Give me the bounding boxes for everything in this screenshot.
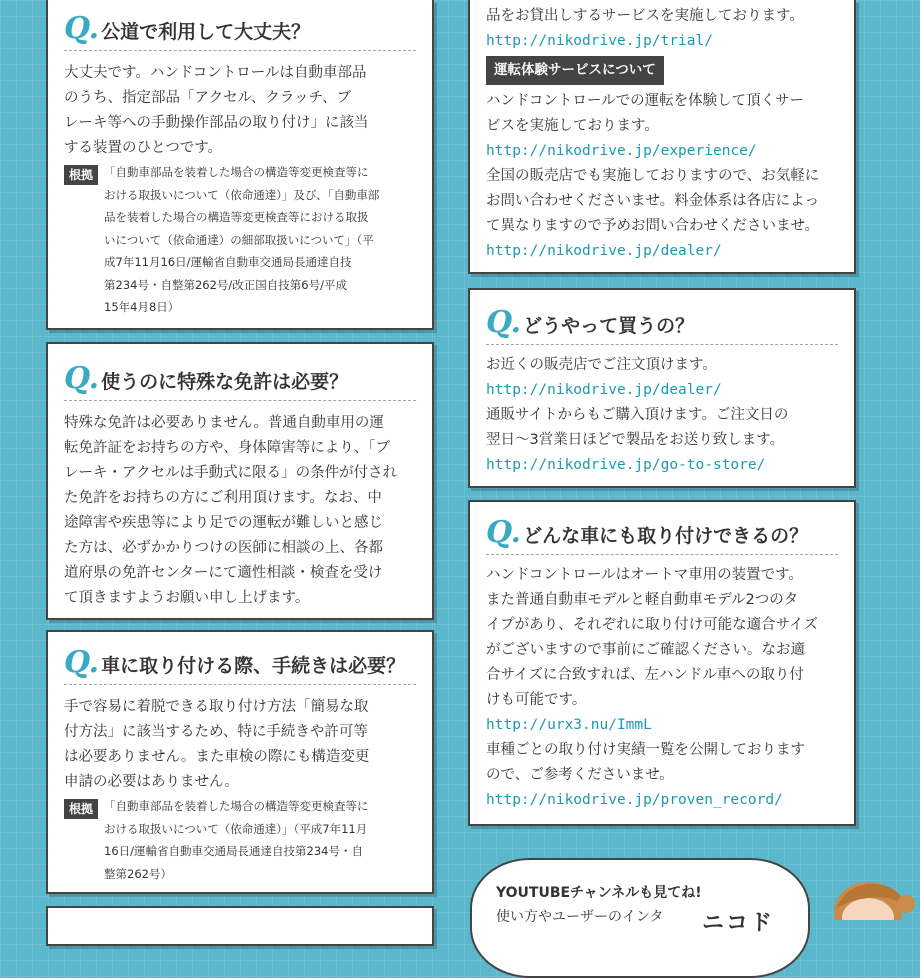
answer-line: ので、ご参考くださいませ。: [486, 767, 674, 783]
faq-title: どうやって買うの？: [523, 315, 695, 338]
basis-line: 品を装着した場合の構造等変更検査等における取扱: [104, 210, 369, 224]
answer-line: 合サイズに合致すれば、左ハンドル車への取り付: [486, 667, 804, 683]
youtube-subtitle: 使い方やユーザーのインタ: [496, 909, 664, 925]
channel-logo-text: ニコド: [702, 911, 775, 936]
answer-line: ビスを実施しております。: [486, 118, 659, 134]
q-mark: Q.: [486, 305, 522, 340]
basis-block: [64, 165, 416, 319]
basis-line: 16日/運輸省自動車交通局長通達自技第234号・自: [104, 844, 363, 858]
faq-title: 使うのに特殊な免許は必要？: [101, 371, 349, 394]
dealer-link[interactable]: http://nikodrive.jp/dealer/: [486, 382, 722, 398]
answer-line: ハンドコントロールはオートマ車用の装置です。: [486, 567, 803, 583]
answer-line: けも可能です。: [486, 692, 587, 708]
faq-card-buy: [468, 288, 856, 488]
basis-line: 「自動車部品を装着した場合の構造等変更検査等に: [104, 165, 369, 179]
faq-header: [486, 305, 838, 345]
basis-line: 整第262号）: [104, 866, 172, 881]
q-mark: Q.: [486, 515, 522, 550]
answer-line: ハンドコントロールでの運転を体験して頂くサー: [486, 93, 805, 109]
answer-line: て頂きますようお願い申し上げます。: [64, 590, 310, 606]
experience-link[interactable]: http://nikodrive.jp/experience/: [486, 143, 757, 159]
answer-line: 申請の必要はありません。: [64, 774, 239, 790]
faq-answer: [64, 411, 416, 611]
answer-line: て異なりますので予めお問い合わせくださいませ。: [486, 218, 820, 234]
answer-line: お近くの販売店でご注文頂けます。: [486, 357, 717, 373]
youtube-title: YOUTUBEチャンネルも見てね!: [496, 885, 702, 901]
basis-line: 15年4月8日）: [104, 300, 180, 314]
basis-line: いについて（依命通達）の細部取扱いについて」（平: [104, 232, 374, 247]
basis-line: 「自動車部品を装着した場合の構造等変更検査等に: [104, 799, 369, 813]
basis-badge: 根拠: [64, 165, 98, 185]
answer-line: 大丈夫です。ハンドコントロールは自動車部品: [64, 65, 367, 81]
answer-line: 翌日～3営業日ほどで製品をお送り致します。: [486, 432, 785, 448]
q-mark: Q.: [64, 361, 100, 396]
faq-answer: [486, 563, 838, 813]
answer-line: は必要ありません。また車検の際にも構造変更: [64, 749, 370, 765]
faq-header: [64, 645, 416, 685]
faq-card-public-road: [46, 0, 434, 330]
answer-line: 手で容易に着脱できる取り付け方法「簡易な取: [64, 699, 369, 715]
faq-card-license: [46, 342, 434, 620]
answer-line: レーキ・アクセルは手動式に限る」の条件が付され: [64, 465, 398, 481]
answer-line: 車種ごとの取り付け実績一覧を公開しております: [486, 742, 805, 758]
answer-line: 道府県の免許センターにて適性相談・検査を受け: [64, 565, 383, 581]
faq-header: [486, 515, 838, 555]
faq-answer: [64, 61, 416, 161]
answer-line: た方は、必ずかかりつけの医師に相談の上、各都: [64, 540, 383, 556]
faq-title: どんな車にも取り付けできるの？: [523, 525, 809, 548]
basis-text: [104, 161, 379, 319]
answer-line: イプがあり、それぞれに取り付け可能な適合サイズ: [486, 617, 818, 633]
q-mark: Q.: [64, 11, 100, 46]
store-link[interactable]: http://nikodrive.jp/go-to-store/: [486, 457, 766, 473]
proven-record-link[interactable]: http://nikodrive.jp/proven_record/: [486, 792, 783, 808]
youtube-bubble[interactable]: [470, 858, 810, 978]
fit-size-link[interactable]: http://urx3.nu/ImmL: [486, 717, 652, 733]
basis-line: 成7年11月16日/運輸省自動車交通局長通達自技: [104, 255, 352, 269]
answer-line: 通販サイトからもご購入頂けます。ご注文日の: [486, 407, 789, 423]
answer-line: た免許をお持ちの方にご利用頂けます。なお、中: [64, 490, 382, 506]
mascot-girl-icon: [828, 878, 920, 920]
faq-title: 公道で利用して大丈夫？: [101, 21, 311, 44]
basis-text: [104, 795, 369, 885]
answer-line: また普通自動車モデルと軽自動車モデル2つのタ: [486, 592, 799, 608]
basis-badge: 根拠: [64, 799, 98, 819]
answer-line: がございますので事前にご確認ください。なお適: [486, 642, 805, 658]
answer-line: 途障害や疾患等により足での運転が難しいと感じ: [64, 515, 383, 531]
answer-line: 特殊な免許は必要ありません。普通自動車用の運: [64, 415, 384, 431]
answer-line: 付方法」に該当するため、特に手続きや許可等: [64, 724, 368, 740]
faq-card-procedure: [46, 630, 434, 894]
basis-line: おける取扱いについて（依命通達）」及び、「自動車部: [104, 187, 380, 202]
q-mark: Q.: [64, 645, 100, 680]
faq-title: 車に取り付ける際、手続きは必要？: [101, 655, 406, 678]
dealer-link[interactable]: http://nikodrive.jp/dealer/: [486, 243, 722, 259]
answer-line: 品をお貸出しするサービスを実施しております。: [486, 8, 804, 24]
trial-link[interactable]: http://nikodrive.jp/trial/: [486, 33, 713, 49]
answer-line: する装置のひとつです。: [64, 140, 223, 156]
answer-line: 全国の販売店でも実施しておりますので、お気軽に: [486, 168, 820, 184]
answer-line: お問い合わせくださいませ。料金体系は各店によっ: [486, 193, 820, 209]
faq-header: [64, 11, 416, 51]
experience-label: 運転体験サービスについて: [486, 56, 664, 85]
trial-info: [486, 4, 838, 264]
faq-header: [64, 361, 416, 401]
basis-line: おける取扱いについて（依命通達）」（平成7年11月: [104, 821, 368, 836]
basis-block: [64, 799, 416, 885]
answer-line: レーキ等への手動操作部品の取り付け」に該当: [64, 115, 369, 131]
faq-answer: [486, 353, 838, 478]
service-card-trial: [468, 0, 856, 274]
answer-line: 転免許証をお持ちの方や、身体障害等により、「ブ: [64, 440, 390, 456]
faq-answer: [64, 695, 416, 795]
answer-line: のうち、指定部品「アクセル、クラッチ、ブ: [64, 90, 352, 106]
faq-card-partial: [46, 906, 434, 946]
basis-line: 第234号・自整第262号/改正国自技第6号/平成: [104, 277, 347, 292]
faq-card-any-car: [468, 500, 856, 826]
